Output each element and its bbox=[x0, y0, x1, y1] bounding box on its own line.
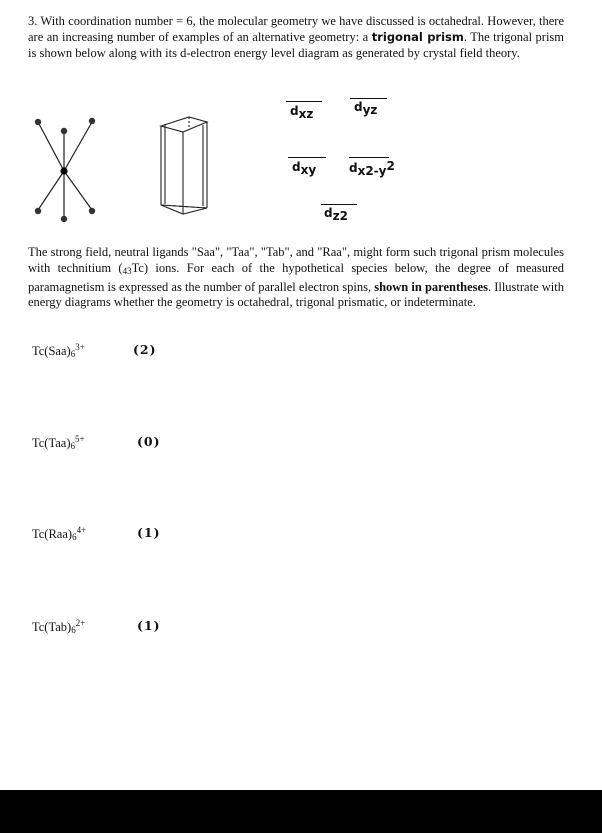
species-4-spins: (1) bbox=[137, 618, 161, 633]
species-3-spins: (1) bbox=[137, 525, 161, 540]
intro-text-2: . The trigonal prism is shown below along with its d-electron energy level diagram as generated by crystal field theory. bbox=[28, 29, 565, 60]
energy-level-dz2 bbox=[321, 204, 357, 205]
instructions-paragraph bbox=[28, 245, 564, 311]
label-dxz: dxz bbox=[290, 104, 314, 121]
intro-text-1: 3. With coordination number = 6, the molecular geometry we have discussed is octahedral. However, there are an increasing number of examples of an alternative geometry: a bbox=[28, 14, 564, 44]
species-3-formula: $Tc(Raa)_6^{4+}$ bbox=[32, 525, 87, 542]
trigonal-prism-drawing bbox=[155, 110, 225, 230]
energy-level-dxz bbox=[286, 101, 322, 102]
scan-bottom-border bbox=[0, 790, 602, 833]
label-dx2-y2: dx2-y2 bbox=[349, 159, 395, 178]
label-dz2: dz2 bbox=[324, 206, 348, 223]
energy-level-dx2-y2 bbox=[349, 157, 389, 158]
octahedral-molecule-drawing bbox=[28, 112, 108, 222]
energy-level-dyz bbox=[350, 98, 387, 99]
body-text-1: The strong field, neutral ligands "Saa", "Taa", "Tab", and "Raa", might form such trigonal prism molecules with technitium ( bbox=[28, 245, 564, 275]
species-2-spins: (0) bbox=[137, 434, 161, 449]
species-1-spins: (2) bbox=[133, 342, 157, 357]
species-2-formula: $Tc(Taa)_6^{5+}$ bbox=[32, 434, 85, 451]
body-text-3: . Illustrate with energy diagrams whether the geometry is octahedral, trigonal prismatic, or indeterminate. bbox=[28, 279, 564, 310]
species-4-formula: $Tc(Tab)_6^{2+}$ bbox=[32, 618, 86, 635]
intro-bold-term: trigonal prism bbox=[371, 29, 464, 44]
energy-level-dxy bbox=[288, 157, 326, 158]
tc-symbol: Tc bbox=[131, 260, 144, 275]
body-bold-phrase: shown in parentheses bbox=[374, 279, 488, 294]
body-text-2: ) ions. For each of the hypothetical species below, the degree of measured paramagnetism is expressed as the number of parallel electron spins, bbox=[28, 260, 564, 294]
tc-atomic-number: 43 bbox=[122, 265, 132, 276]
label-dyz: dyz bbox=[354, 100, 378, 117]
intro-paragraph bbox=[28, 14, 564, 61]
label-dxy: dxy bbox=[292, 160, 317, 177]
species-1-formula: $Tc(Saa)_6^{3+}$ bbox=[32, 342, 85, 359]
